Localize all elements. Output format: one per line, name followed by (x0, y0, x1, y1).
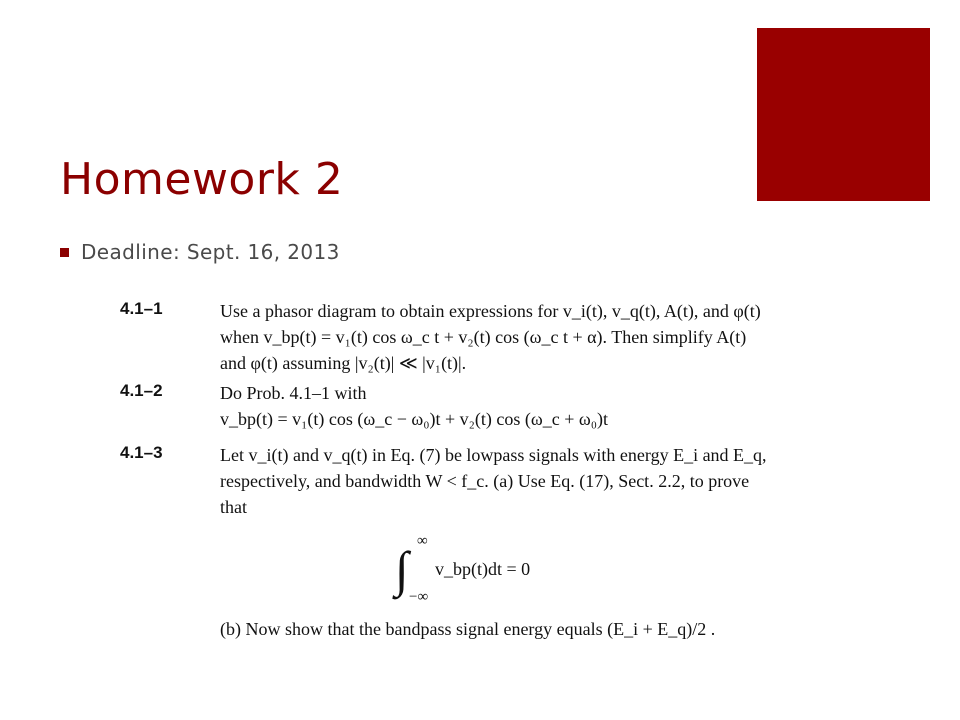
integral-sign: ∫ ∞ −∞ (395, 533, 429, 605)
problem-line: Use a phasor diagram to obtain expressions for v_i(t), v_q(t), A(t), and φ(t) (220, 301, 761, 321)
problem-line: when v_bp(t) = v₁(t) cos ω_c t + v₂(t) cos (ω_c t + α). Then simplify A(t) (220, 327, 747, 347)
problem-4-1-1 (120, 298, 840, 376)
problem-line: and φ(t) assuming |v₂(t)| ≪ |v₁(t)|. (220, 353, 467, 373)
slide-title: Homework 2 (60, 154, 344, 205)
problem-line: v_bp(t) = v₁(t) cos (ω_c − ω₀)t + v₂(t) cos (ω_c + ω₀)t (220, 409, 609, 429)
problem-4-1-2 (120, 380, 840, 432)
integral-upper-limit: ∞ (417, 533, 428, 549)
problem-4-1-3 (120, 442, 840, 642)
square-bullet-icon (60, 248, 69, 257)
problem-line: Do Prob. 4.1–1 with (220, 383, 367, 403)
accent-square (757, 28, 930, 201)
problem-line: Let v_i(t) and v_q(t) in Eq. (7) be lowpass signals with energy E_i and E_q, (220, 445, 767, 465)
deadline-text: Deadline: Sept. 16, 2013 (81, 240, 340, 264)
integral-body: v_bp(t)dt = 0 (435, 559, 531, 579)
problem-list (120, 298, 840, 642)
problem-line: respectively, and bandwidth W < f_c. (a) Use Eq. (17), Sect. 2.2, to prove (220, 471, 750, 491)
problem-line: (b) Now show that the bandpass signal energy equals (E_i + E_q)/2 . (220, 619, 716, 639)
problem-number: 4.1–3 (120, 443, 163, 462)
integral-equation (395, 533, 767, 605)
problem-number: 4.1–2 (120, 381, 163, 400)
integral-lower-limit: −∞ (409, 589, 429, 605)
deadline-bullet (60, 240, 340, 264)
problem-number: 4.1–1 (120, 299, 163, 318)
problem-line: that (220, 497, 247, 517)
